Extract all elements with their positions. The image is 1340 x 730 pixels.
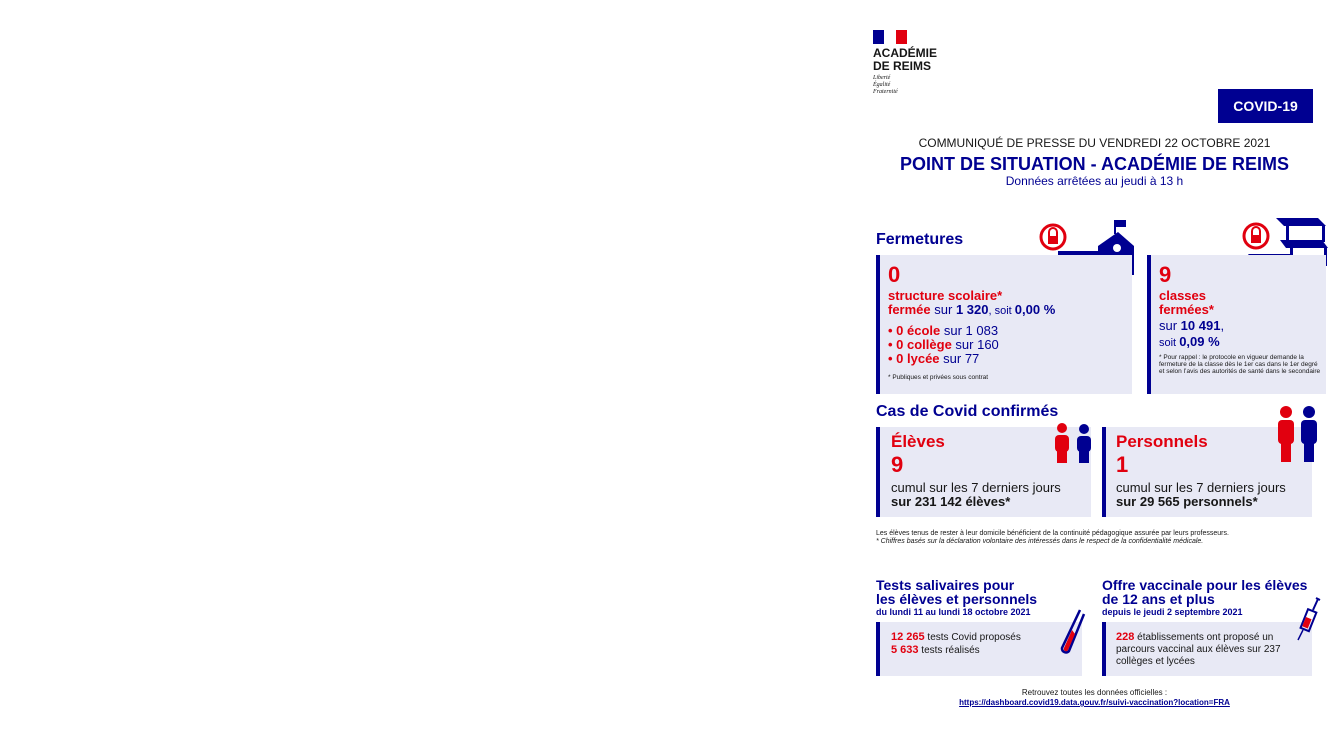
classes-sur: sur	[1159, 318, 1181, 333]
personnels-count: 1	[1116, 452, 1129, 477]
lycee-total: sur 77	[939, 351, 980, 366]
vaccin-line2: parcours vaccinal aux élèves sur 237	[1116, 644, 1281, 655]
french-flag-icon	[873, 30, 907, 44]
college-count: • 0 collège	[888, 337, 952, 352]
structures-total: 1 320	[955, 302, 989, 317]
vaccin-title-2: de 12 ans et plus	[1102, 591, 1215, 607]
footer-link-wrap	[876, 698, 1313, 707]
logo-line1: ACADÉMIE	[873, 46, 938, 60]
list-item	[888, 352, 1132, 366]
fermetures-heading: Fermetures	[876, 231, 964, 248]
tests-header	[876, 578, 1037, 618]
classes-total-line	[1159, 319, 1326, 333]
structures-card	[876, 255, 1132, 394]
vaccin-title-1: Offre vaccinale pour les élèves	[1102, 577, 1308, 593]
structures-label: structure scolaire*	[888, 288, 1003, 303]
dashboard-link[interactable]: https://dashboard.covid19.data.gouv.fr/suivi-vaccination?location=FRA	[959, 698, 1230, 707]
structures-footnote: * Publiques et privées sous contrat	[888, 374, 989, 381]
vaccin-period: depuis le jeudi 2 septembre 2021	[1102, 607, 1243, 617]
classes-percent: 0,09 %	[1179, 334, 1220, 349]
page-subtitle: Données arrêtées au jeudi à 13 h	[1005, 174, 1184, 188]
classes-percent-line	[1159, 335, 1326, 350]
vaccin-card	[1102, 622, 1312, 676]
personnels-label: Personnels	[1116, 432, 1208, 451]
eleves-label: Élèves	[891, 432, 945, 451]
eleves-period: cumul sur les 7 derniers jours	[891, 480, 1061, 495]
tests-proposed-count: 12 265	[891, 631, 925, 643]
press-release-date: COMMUNIQUÉ DE PRESSE DU VENDREDI 22 OCTOBRE 2021	[918, 136, 1271, 150]
ecole-count: • 0 école	[888, 323, 941, 338]
personnels-period: cumul sur les 7 derniers jours	[1116, 480, 1286, 495]
eleves-total: sur 231 142 élèves*	[891, 494, 1011, 509]
vaccin-line3: collèges et lycées	[1116, 656, 1195, 667]
list-item	[888, 338, 1132, 352]
classes-closed-count: 9	[1159, 262, 1172, 287]
test-tube-icon	[1054, 608, 1086, 656]
covid-badge: COVID-19	[1218, 89, 1313, 123]
tests-period: du lundi 11 au lundi 18 octobre 2021	[876, 607, 1031, 617]
classes-comma: ,	[1220, 318, 1225, 333]
tests-title-2: les élèves et personnels	[876, 591, 1038, 607]
cas-footnote: * Chiffres basés sur la déclaration volontaire des intéressés dans le respect de la confidentialité médicale.	[876, 538, 1204, 545]
devise-liberte: Liberté	[873, 75, 891, 81]
structures-ratio	[888, 303, 1132, 318]
classes-footnote: * Pour rappel : le protocole en vigueur demande la fermeture de la classe dès le 1er cas dans le 1er degré et selon l’avis des autorités de santé dans le secondaire	[1159, 354, 1321, 375]
classes-label-closed: fermées*	[1159, 302, 1214, 317]
cas-note: Les élèves tenus de rester à leur domicile bénéficient de la continuité pédagogique assurée par leurs professeurs.	[876, 530, 1229, 537]
tests-done-count: 5 633	[891, 644, 919, 656]
ecole-total: sur 1 083	[940, 323, 999, 338]
classes-label: classes	[1159, 288, 1206, 303]
classes-soit: soit	[1159, 337, 1180, 349]
list-item	[888, 324, 1132, 338]
structures-soit: , soit	[988, 305, 1015, 317]
tests-proposed-label: tests Covid proposés	[924, 632, 1021, 643]
structures-breakdown	[888, 324, 1132, 366]
cas-heading: Cas de Covid confirmés	[876, 403, 1059, 420]
vaccin-line1	[1116, 631, 1312, 644]
structures-percent: 0,00 %	[1014, 302, 1056, 317]
footer-label: Retrouvez toutes les données officielles :	[1021, 688, 1168, 697]
personnels-total: sur 29 565 personnels*	[1116, 494, 1258, 509]
vaccin-header	[1102, 578, 1307, 618]
vaccin-label: établissements ont proposé un	[1134, 632, 1274, 643]
page-title: POINT DE SITUATION - ACADÉMIE DE REIMS	[899, 154, 1289, 174]
academie-logo	[873, 30, 953, 96]
devise-egalite: Égalité	[873, 82, 891, 88]
students-icon	[1052, 422, 1094, 464]
logo-line2: DE REIMS	[873, 59, 932, 73]
tests-done-label: tests réalisés	[918, 645, 980, 656]
vaccin-count: 228	[1116, 631, 1135, 643]
tests-title-1: Tests salivaires pour	[876, 577, 1015, 593]
staff-icon	[1276, 404, 1320, 464]
eleves-count: 9	[891, 452, 904, 477]
tests-card	[876, 622, 1082, 676]
syringe-icon	[1294, 596, 1322, 642]
lycee-count: • 0 lycée	[888, 351, 940, 366]
devise-fraternite: Fraternité	[873, 89, 898, 95]
college-total: sur 160	[951, 337, 999, 352]
structures-closed-count: 0	[888, 262, 901, 287]
classes-total: 10 491	[1180, 318, 1221, 333]
structures-sur: sur	[930, 302, 956, 317]
classes-card	[1147, 255, 1326, 394]
structures-label-closed: fermée	[888, 302, 931, 317]
